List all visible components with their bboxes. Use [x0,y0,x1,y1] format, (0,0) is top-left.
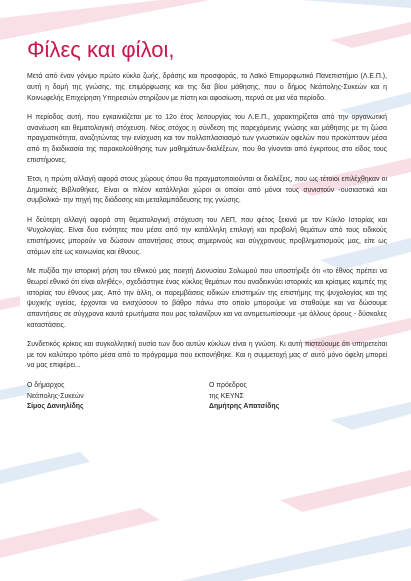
signature-president [209,381,387,413]
letter-paragraph: Η δεύτερη αλλαγή αφορά στη θεματολογική στόχευση του ΛΕΠ, που φέτος ξεκινά με τον Κύκλο Ιστορίας και Ψυχολογίας. Είναι δυο ενότητες που μέσα από την κατάλληλη επιλογή και προβολή θεμάτων από τους ειδικούς επιστήμονες μπορούν να δώσουν απαντήσεις στους σημερινούς και σύγχρονους προβληματισμούς μας, είτε ως ατόμων είτε ως κοινωνίας και έθνους. [27,216,387,256]
signature-mayor [27,381,205,413]
letter-body [27,38,387,413]
letter-paragraph: Συνδετικός κρίκος και συγκολλητική ουσία των δυο αυτών κύκλων είναι η γνώση. Κι αυτή πιστεύουμε ότι υπηρετείται με τον καλύτερο τρόπο μέσα από το πρόγραμμα που εκπονήθηκε. Και η συμμετοχή μας σ' αυτό μόνο όφελη μπορεί να μας επιφέρει... [27,340,387,370]
letter-paragraph: Μετά από έναν γόνιμο πρώτο κύκλο ζωής, δράσης και προσφοράς, το Λαϊκό Επιμορφωτικό Πανεπιστήμιο (Λ.Ε.Π.), αυτή η δομή της γνώσης, της επιμόρφωσης και της δια βίου μάθησης, που ο δήμος Νεάπολης-Συκεών και η Κοινωφελής Επιχείρηση Υπηρεσιών στηρίζουν με πίστη και αφοσίωση, περνά σε μια νέα περίοδο. [27,73,387,102]
signature-role: Ο πρόεδρος [209,382,247,390]
signature-org: της ΚΕΥΝΣ [209,392,244,400]
letter-paragraph: Με πυξίδα την ιστορική ρήση του εθνικού μας ποιητή Διονυσίου Σολωμού που υποστήριξε ότι «το έθνος πρέπει να θεωρεί εθνικό ότι είναι αληθές», σχεδιάστηκε ένας κύκλος θεμάτων που αναδεικνύει ιστορικές και κρίσιμες καμπές της ιστορίας του έθνους μας. Από την άλλη, οι παρεμβάσεις ειδικών επιστημών της επιστήμης της ψυχολογίας και της ψυχικής υγείας, έρχονται να ενισχύσουν το βάθρο πάνω στο οποίο μπορούμε να σταθούμε και να δώσουμε απαντήσεις σε σύγχρονα καυτά ερωτήματα που μας ταλανίζουν και να αντιμετωπίσουμε -με άλλους όρους - δύσκολες καταστάσεις. [27,268,387,329]
signature-role: Ο δήμαρχος [27,382,65,390]
signature-org: Νεάπολης-Συκεών [27,392,84,400]
signature-name: Σίμος Δανιηλίδης [27,403,84,411]
letter-paragraph: Έτσι, η πρώτη αλλαγή αφορά στους χώρους όπου θα πραγματοποιούνται οι διαλέξεις, που ως τέτοιοι επιλέχθηκαν οι Δημοτικές Βιβλιοθήκες. Είναι οι πλέον κατάλληλοι χώροι οι οποίοι από μόνοι τους συνιστούν -ουσιαστικά και συμβολικά- την πηγή της διάδοσης και μεταλαμπάδευσης της γνώσης. [27,176,387,205]
signature-name: Δημήτρης Απατσίδης [209,403,280,411]
greeting-heading: Φίλες και φίλοι, [27,37,175,62]
signatures [27,381,387,413]
letter-paragraph: Η περίοδος αυτή, που εγκαινιάζεται με το 12ο έτος λειτουργίας του Λ.Ε.Π., χαρακτηρίζεται από την οργανωτική ανανέωση και θεματολογική στόχευση. Νέος στόχος η σύνδεση της παρεχόμενης γνώσης και μάθησης με τη ζώσα πραγματικότητα, αναζητώντας την ενίσχυση και τον πολλαπλασιασμό των γνωστικών οφελών που προκύπτουν μέσα από τη διαδικασία της παρακολούθησης των μαθημάτων-διαλέξεων, που θα γίνονται από έγκριτους στο είδος τους επιστήμονες. [27,113,387,164]
